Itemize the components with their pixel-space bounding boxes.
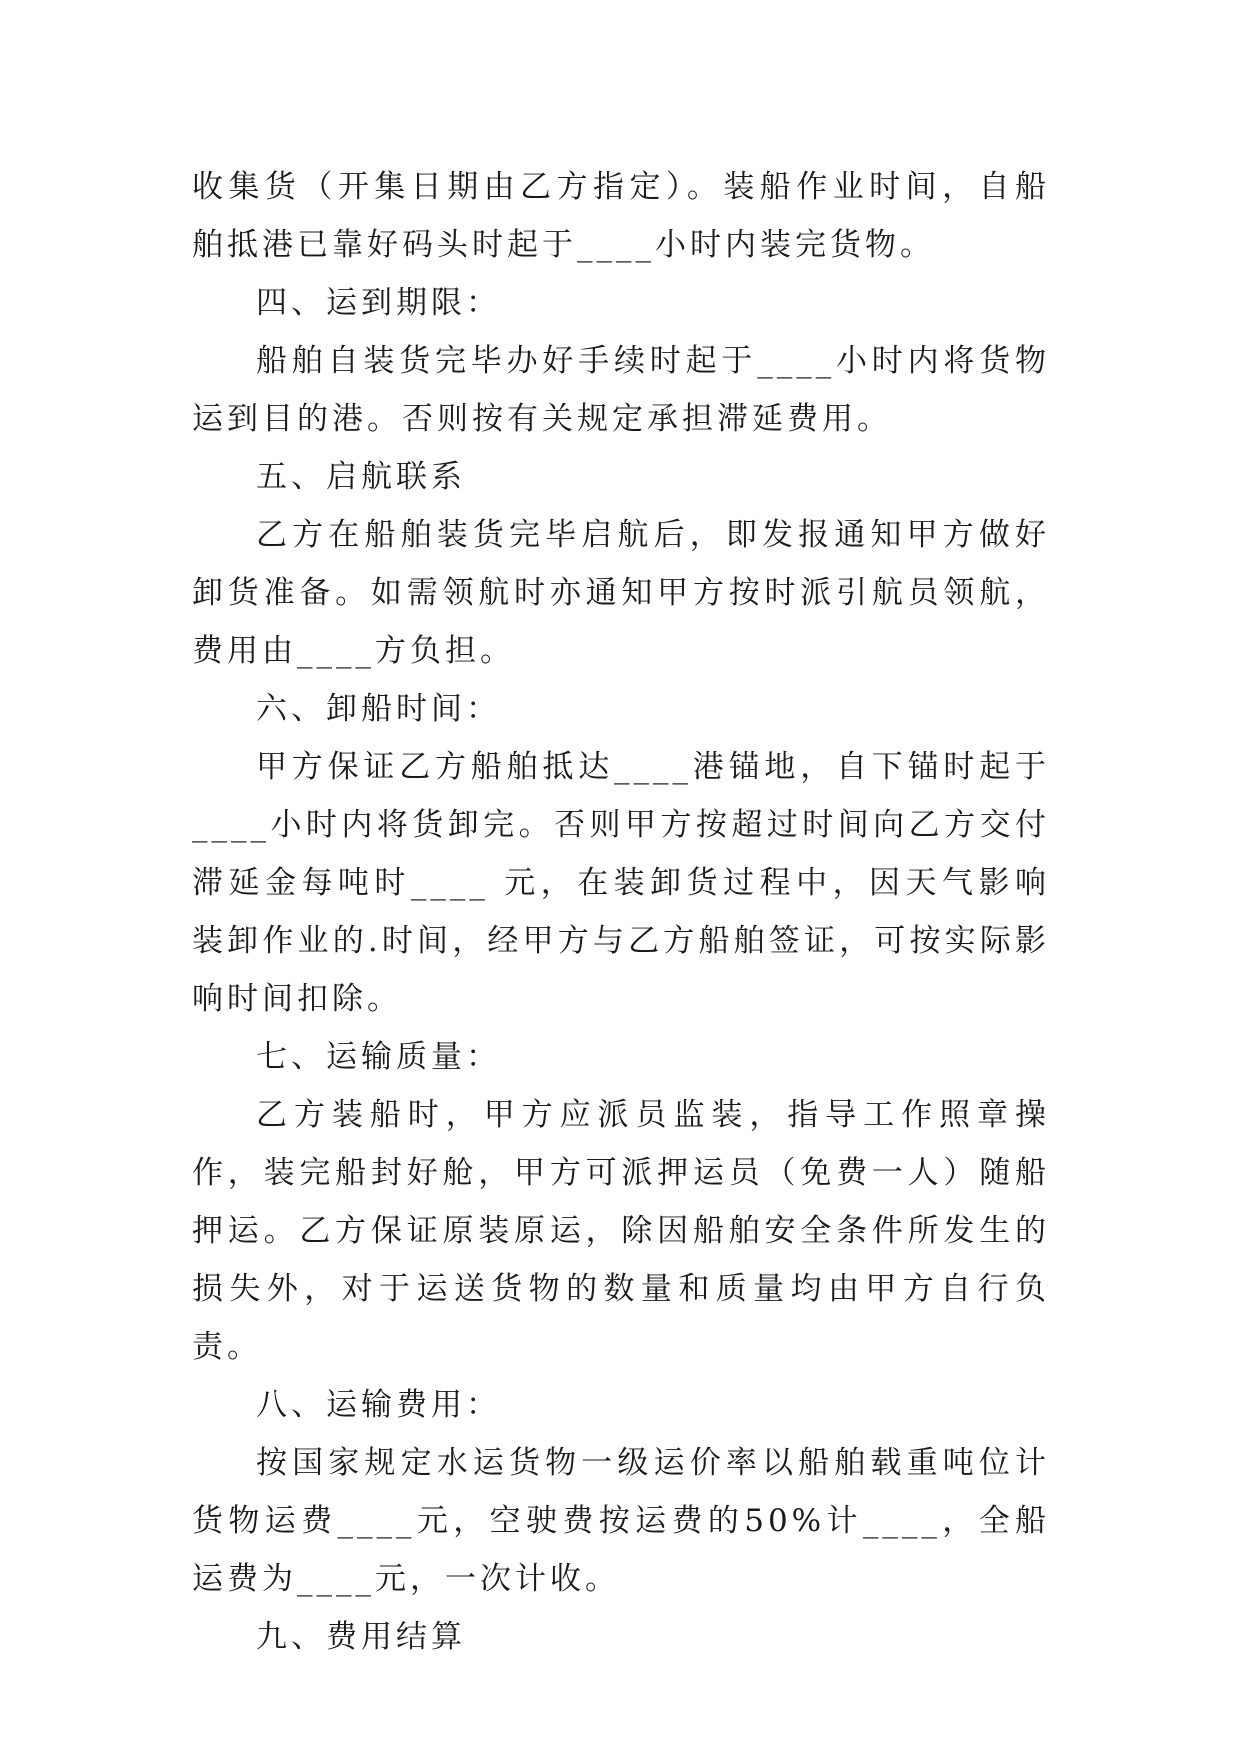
heading-transport-fees: 八、运输费用： xyxy=(256,1387,501,1423)
document-page xyxy=(192,158,1050,1666)
heading-departure-contact: 五、启航联系 xyxy=(256,459,466,495)
paragraph-departure-contact: 乙方在船舶装货完毕启航后，即发报通知甲方做好卸货准备。如需领航时亦通知甲方按时派引航员领航，费用由____方负担。 xyxy=(192,517,1050,669)
heading-transport-quality: 七、运输质量： xyxy=(256,1039,501,1075)
paragraph-unloading-time: 甲方保证乙方船舶抵达____港锚地，自下锚时起于____小时内将货卸完。否则甲方按超过时间向乙方交付滞延金每吨时____ 元，在装卸货过程中，因天气影响装卸作业的.时间，经甲方与乙方船舶签证，可按实际影响时间扣除。 xyxy=(192,749,1050,1017)
heading-delivery-deadline: 四、运到期限： xyxy=(256,285,501,321)
paragraph-delivery-deadline: 船舶自装货完毕办好手续时起于____小时内将货物运到目的港。否则按有关规定承担滞延费用。 xyxy=(192,343,1050,437)
heading-unloading-time: 六、卸船时间： xyxy=(256,691,501,727)
paragraph-transport-quality: 乙方装船时，甲方应派员监装，指导工作照章操作，装完船封好舱，甲方可派押运员（免费一人）随船押运。乙方保证原装原运，除因船舶安全条件所发生的损失外，对于运送货物的数量和质量均由甲方自行负责。 xyxy=(192,1097,1050,1365)
heading-fee-settlement: 九、费用结算 xyxy=(256,1619,466,1655)
paragraph-transport-fees: 按国家规定水运货物一级运价率以船舶载重吨位计货物运费____元，空驶费按运费的50%计____，全船运费为____元，一次计收。 xyxy=(192,1445,1050,1597)
paragraph-loading-time-continued: 收集货（开集日期由乙方指定）。装船作业时间，自船舶抵港已靠好码头时起于____小时内装完货物。 xyxy=(192,169,1050,263)
